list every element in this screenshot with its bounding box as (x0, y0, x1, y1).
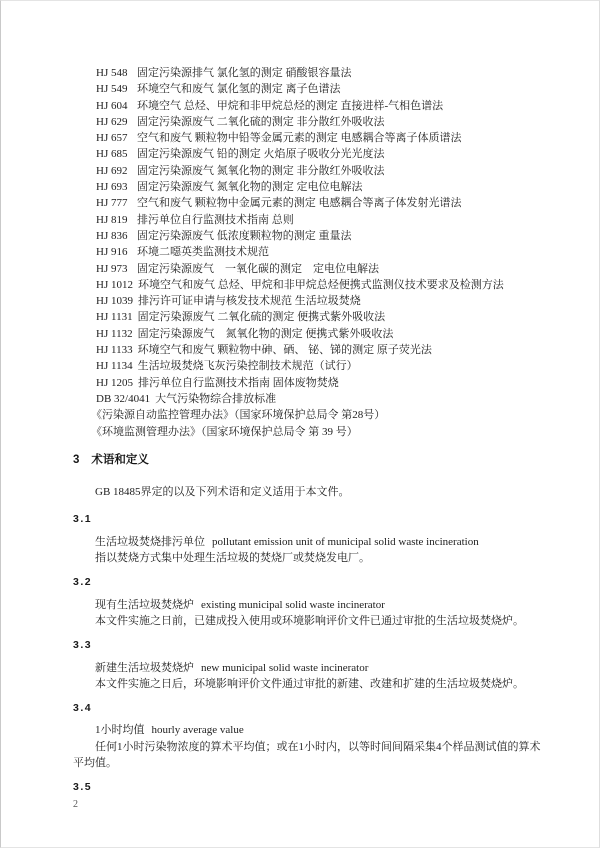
standard-title: 环境空气和废气 总烃、甲烷和非甲烷总烃便携式监测仪技术要求及检测方法 (137, 278, 504, 291)
standard-ref-row (73, 261, 547, 277)
term-english: existing municipal solid waste incinerator (201, 598, 385, 611)
standard-title: 环境空气 总烃、甲烷和非甲烷总烃的测定 直接进样-气相色谱法 (137, 99, 444, 112)
standard-title: 固定污染源废气 二氧化硫的测定 便携式紫外吸收法 (137, 311, 386, 324)
regulation-doc-line: 《环境监测管理办法》（国家环境保护总局令 第 39 号） (91, 425, 358, 438)
standard-ref-row (73, 195, 547, 211)
standard-title: 固定污染源废气 铅的测定 火焰原子吸收分光光度法 (137, 148, 385, 161)
standard-code: HJ 692 (96, 164, 128, 177)
standard-code: HJ 629 (96, 115, 128, 128)
term-chinese: 生活垃圾焚烧排污单位 (95, 535, 205, 548)
term-chinese: 现有生活垃圾焚烧炉 (95, 598, 194, 611)
term-english: hourly average value (151, 724, 244, 737)
standard-code: HJ 693 (96, 181, 128, 194)
term-chinese: 新建生活垃圾焚烧炉 (95, 661, 194, 674)
standard-title: 固定污染源废气 氮氧化物的测定 便携式紫外吸收法 (137, 327, 394, 340)
standard-title: 排污单位自行监测技术指南 总则 (137, 213, 294, 226)
term-english: new municipal solid waste incinerator (201, 661, 369, 674)
standard-code: HJ 1205 (96, 376, 133, 389)
term-line (73, 534, 547, 550)
section-number: 3 (73, 453, 80, 466)
standard-code: HJ 1131 (96, 311, 133, 324)
standard-title: 生活垃圾焚烧飞灰污染控制技术规范（试行） (137, 360, 358, 373)
standard-title: 环境二噁英类监测技术规范 (137, 246, 269, 259)
standard-code: HJ 1132 (96, 327, 133, 340)
section-heading (73, 452, 547, 468)
standard-ref-row (73, 65, 547, 81)
standard-ref-row (73, 375, 547, 391)
standard-title: 环境空气和废气 氯化氢的测定 离子色谱法 (137, 83, 341, 96)
definition-text: 本文件实施之日前，已建成投入使用或环境影响评价文件已通过审批的生活垃圾焚烧炉。 (95, 614, 524, 627)
term-line (73, 660, 547, 676)
section-intro: GB 18485界定的以及下列术语和定义适用于本文件。 (95, 486, 350, 499)
standard-ref-row (73, 212, 547, 228)
standard-ref-row (73, 326, 547, 342)
standard-code: HJ 777 (96, 197, 128, 210)
standard-ref-row (73, 277, 547, 293)
standard-ref-row (73, 342, 547, 358)
standard-code: HJ 657 (96, 132, 128, 145)
standard-title: 固定污染源废气 氮氧化物的测定 定电位电解法 (137, 181, 363, 194)
term-english: pollutant emission unit of municipal solid waste incineration (212, 535, 479, 548)
clause-number: 3.2 (73, 576, 93, 589)
definition-text: 指以焚烧方式集中处理生活垃圾的焚烧厂或焚烧发电厂。 (95, 552, 370, 565)
clause-number: 3.3 (73, 639, 93, 652)
standard-ref-row (73, 228, 547, 244)
standard-code: HJ 1012 (96, 278, 133, 291)
standard-code: DB 32/4041 (96, 392, 151, 405)
standard-ref-row (73, 146, 547, 162)
section-title: 术语和定义 (91, 453, 149, 466)
clause-number: 3.5 (73, 781, 93, 794)
term-chinese: 1小时均值 (95, 724, 145, 737)
standard-title: 固定污染源废气 二氧化硫的测定 非分散红外吸收法 (137, 115, 385, 128)
standard-code: HJ 1134 (96, 360, 133, 373)
standard-ref-row (73, 81, 547, 97)
standard-ref-row (73, 293, 547, 309)
standard-title: 排污许可证申请与核发技术规范 生活垃圾焚烧 (137, 295, 361, 308)
standard-title: 排污单位自行监测技术指南 固体废物焚烧 (137, 376, 339, 389)
standard-ref-row (73, 179, 547, 195)
reference-list (73, 65, 547, 440)
standard-title: 空气和废气 颗粒物中金属元素的测定 电感耦合等离子体发射光谱法 (137, 197, 462, 210)
standard-ref-row (73, 114, 547, 130)
standard-ref-row (73, 98, 547, 114)
standard-title: 大气污染物综合排放标准 (155, 392, 277, 405)
page-number: 2 (73, 798, 78, 810)
standard-title: 固定污染源废气 氮氧化物的测定 非分散红外吸收法 (137, 164, 385, 177)
standard-ref-row (73, 244, 547, 260)
standard-ref-row (73, 163, 547, 179)
term-line (73, 597, 547, 613)
standard-title: 固定污染源排气 氯化氢的测定 硝酸银容量法 (137, 67, 352, 79)
standard-code: HJ 548 (96, 67, 128, 79)
standard-code: HJ 1133 (96, 344, 133, 357)
standard-title: 空气和废气 颗粒物中铅等金属元素的测定 电感耦合等离子体质谱法 (137, 132, 462, 145)
standard-code: HJ 1039 (96, 295, 133, 308)
standard-code: HJ 916 (96, 246, 128, 259)
standard-code: HJ 819 (96, 213, 128, 226)
standard-code: HJ 549 (96, 83, 128, 96)
standard-ref-row (73, 309, 547, 325)
standard-code: HJ 604 (96, 99, 128, 112)
definition-text: 任何1小时污染物浓度的算术平均值；或在1小时内，以等时间间隔采集4个样品测试值的算术平均值。 (73, 740, 541, 769)
standard-ref-row (73, 358, 547, 374)
definition-text: 本文件实施之日后，环境影响评价文件通过审批的新建、改建和扩建的生活垃圾焚烧炉。 (95, 677, 524, 690)
standard-title: 环境空气和废气 颗粒物中砷、硒、 铋、锑的测定 原子荧光法 (137, 344, 432, 357)
standard-code: HJ 685 (96, 148, 128, 161)
standard-code: HJ 836 (96, 229, 128, 242)
regulation-doc-line: 《污染源自动监控管理办法》（国家环境保护总局令 第28号） (91, 409, 386, 422)
standard-code: HJ 973 (96, 262, 128, 275)
standard-title: 固定污染源废气 低浓度颗粒物的测定 重量法 (137, 229, 352, 242)
clause-number: 3.4 (73, 702, 93, 715)
standard-ref-row (73, 391, 547, 407)
clause-number: 3.1 (73, 513, 93, 526)
term-line (73, 722, 547, 738)
standard-ref-row (73, 130, 547, 146)
standard-title: 固定污染源废气 一氧化碳的测定 定电位电解法 (137, 262, 379, 275)
